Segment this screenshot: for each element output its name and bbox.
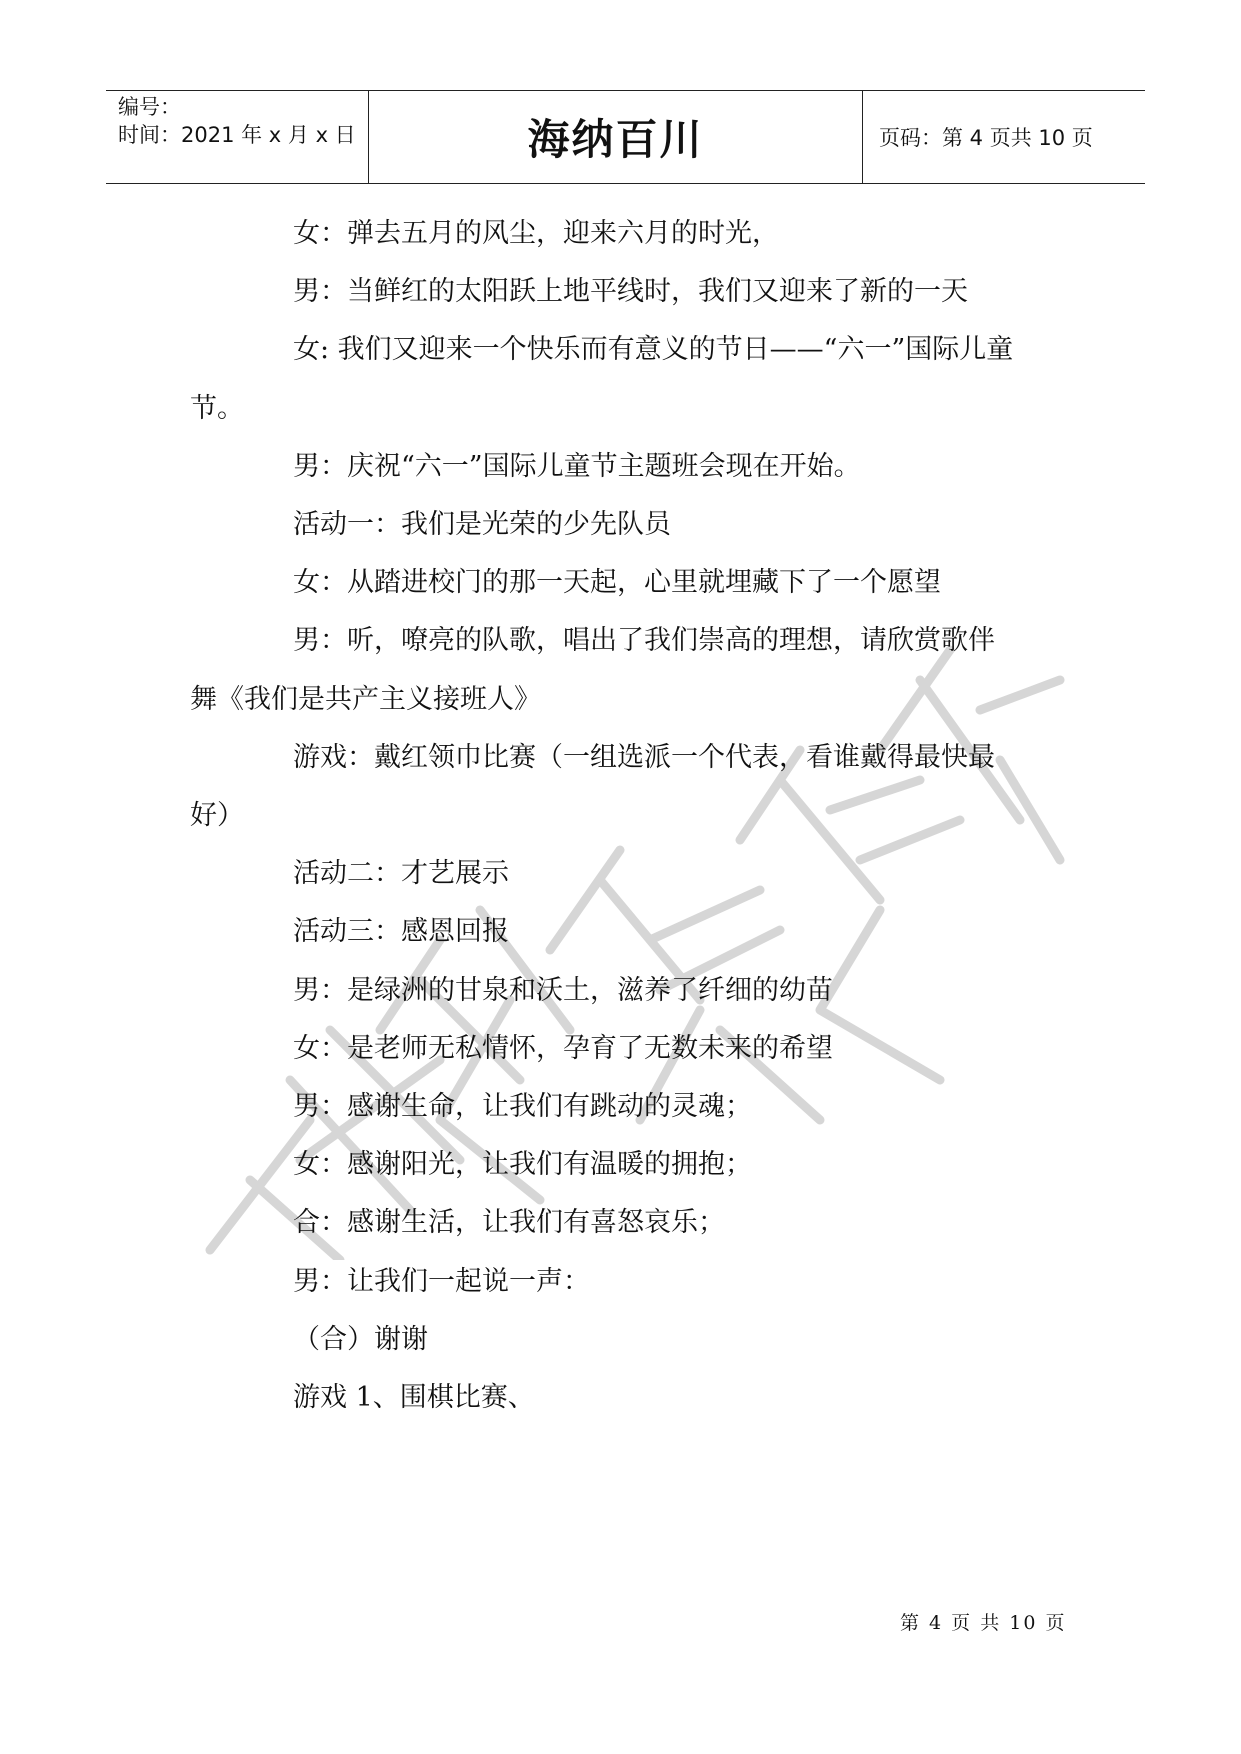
paragraph: 舞《我们是共产主义接班人》 [190, 683, 541, 715]
paragraph: 活动一：我们是光荣的少先队员 [293, 509, 671, 540]
header-brand-cell [369, 91, 863, 183]
paragraph: 男：庆祝“六一”国际儿童节主题班会现在开始。 [293, 450, 861, 482]
paragraph: 男：让我们一起说一声： [293, 1265, 590, 1297]
paragraph: 男：感谢生命，让我们有跳动的灵魂； [293, 1091, 752, 1122]
paragraph: 女：感谢阳光，让我们有温暖的拥抱； [293, 1149, 752, 1181]
header-meta-cell [106, 91, 369, 183]
paragraph: （合）谢谢 [293, 1323, 428, 1355]
paragraph: 男：是绿洲的甘泉和沃土，滋养了纤细的幼苗 [293, 974, 833, 1006]
paragraph: 合：感谢生活，让我们有喜怒哀乐； [293, 1207, 725, 1239]
watermark-text: 严禁复制 [630, 932, 670, 943]
serial-label: 编号： [118, 95, 181, 119]
brand-title: 海纳百川 [527, 115, 704, 164]
paragraph: 活动三：感恩回报 [293, 916, 509, 948]
time-label: 时间：2021 年 x 月 x 日 [118, 123, 356, 147]
paragraph: 女：弹去五月的风尘，迎来六月的时光， [293, 218, 779, 249]
header-page-cell [863, 91, 1145, 183]
paragraph: 游戏 1、围棋比赛、 [293, 1382, 535, 1413]
paragraph: 男：听，嘹亮的队歌，唱出了我们崇高的理想，请欣赏歌伴 [293, 625, 995, 657]
paragraph: 活动二：才艺展示 [293, 858, 509, 890]
paragraph: 节。 [190, 392, 244, 424]
paragraph: 女：从踏进校门的那一天起，心里就埋藏下了一个愿望 [293, 567, 941, 599]
page-code: 页码：第 4 页共 10 页 [879, 126, 1093, 150]
paragraph: 好） [190, 800, 244, 831]
paragraph: 女：是老师无私情怀，孕育了无数未来的希望 [293, 1032, 833, 1064]
document-header [106, 90, 1145, 184]
paragraph: 女: 我们又迎来一个快乐而有意义的节日——“六一”国际儿童 [293, 334, 1014, 366]
paragraph: 游戏：戴红领巾比赛（一组选派一个代表，看谁戴得最快最 [293, 741, 995, 773]
paragraph: 男：当鲜红的太阳跃上地平线时，我们又迎来了新的一天 [293, 276, 968, 308]
page-footer: 第 4 页 共 10 页 [900, 1612, 1067, 1634]
